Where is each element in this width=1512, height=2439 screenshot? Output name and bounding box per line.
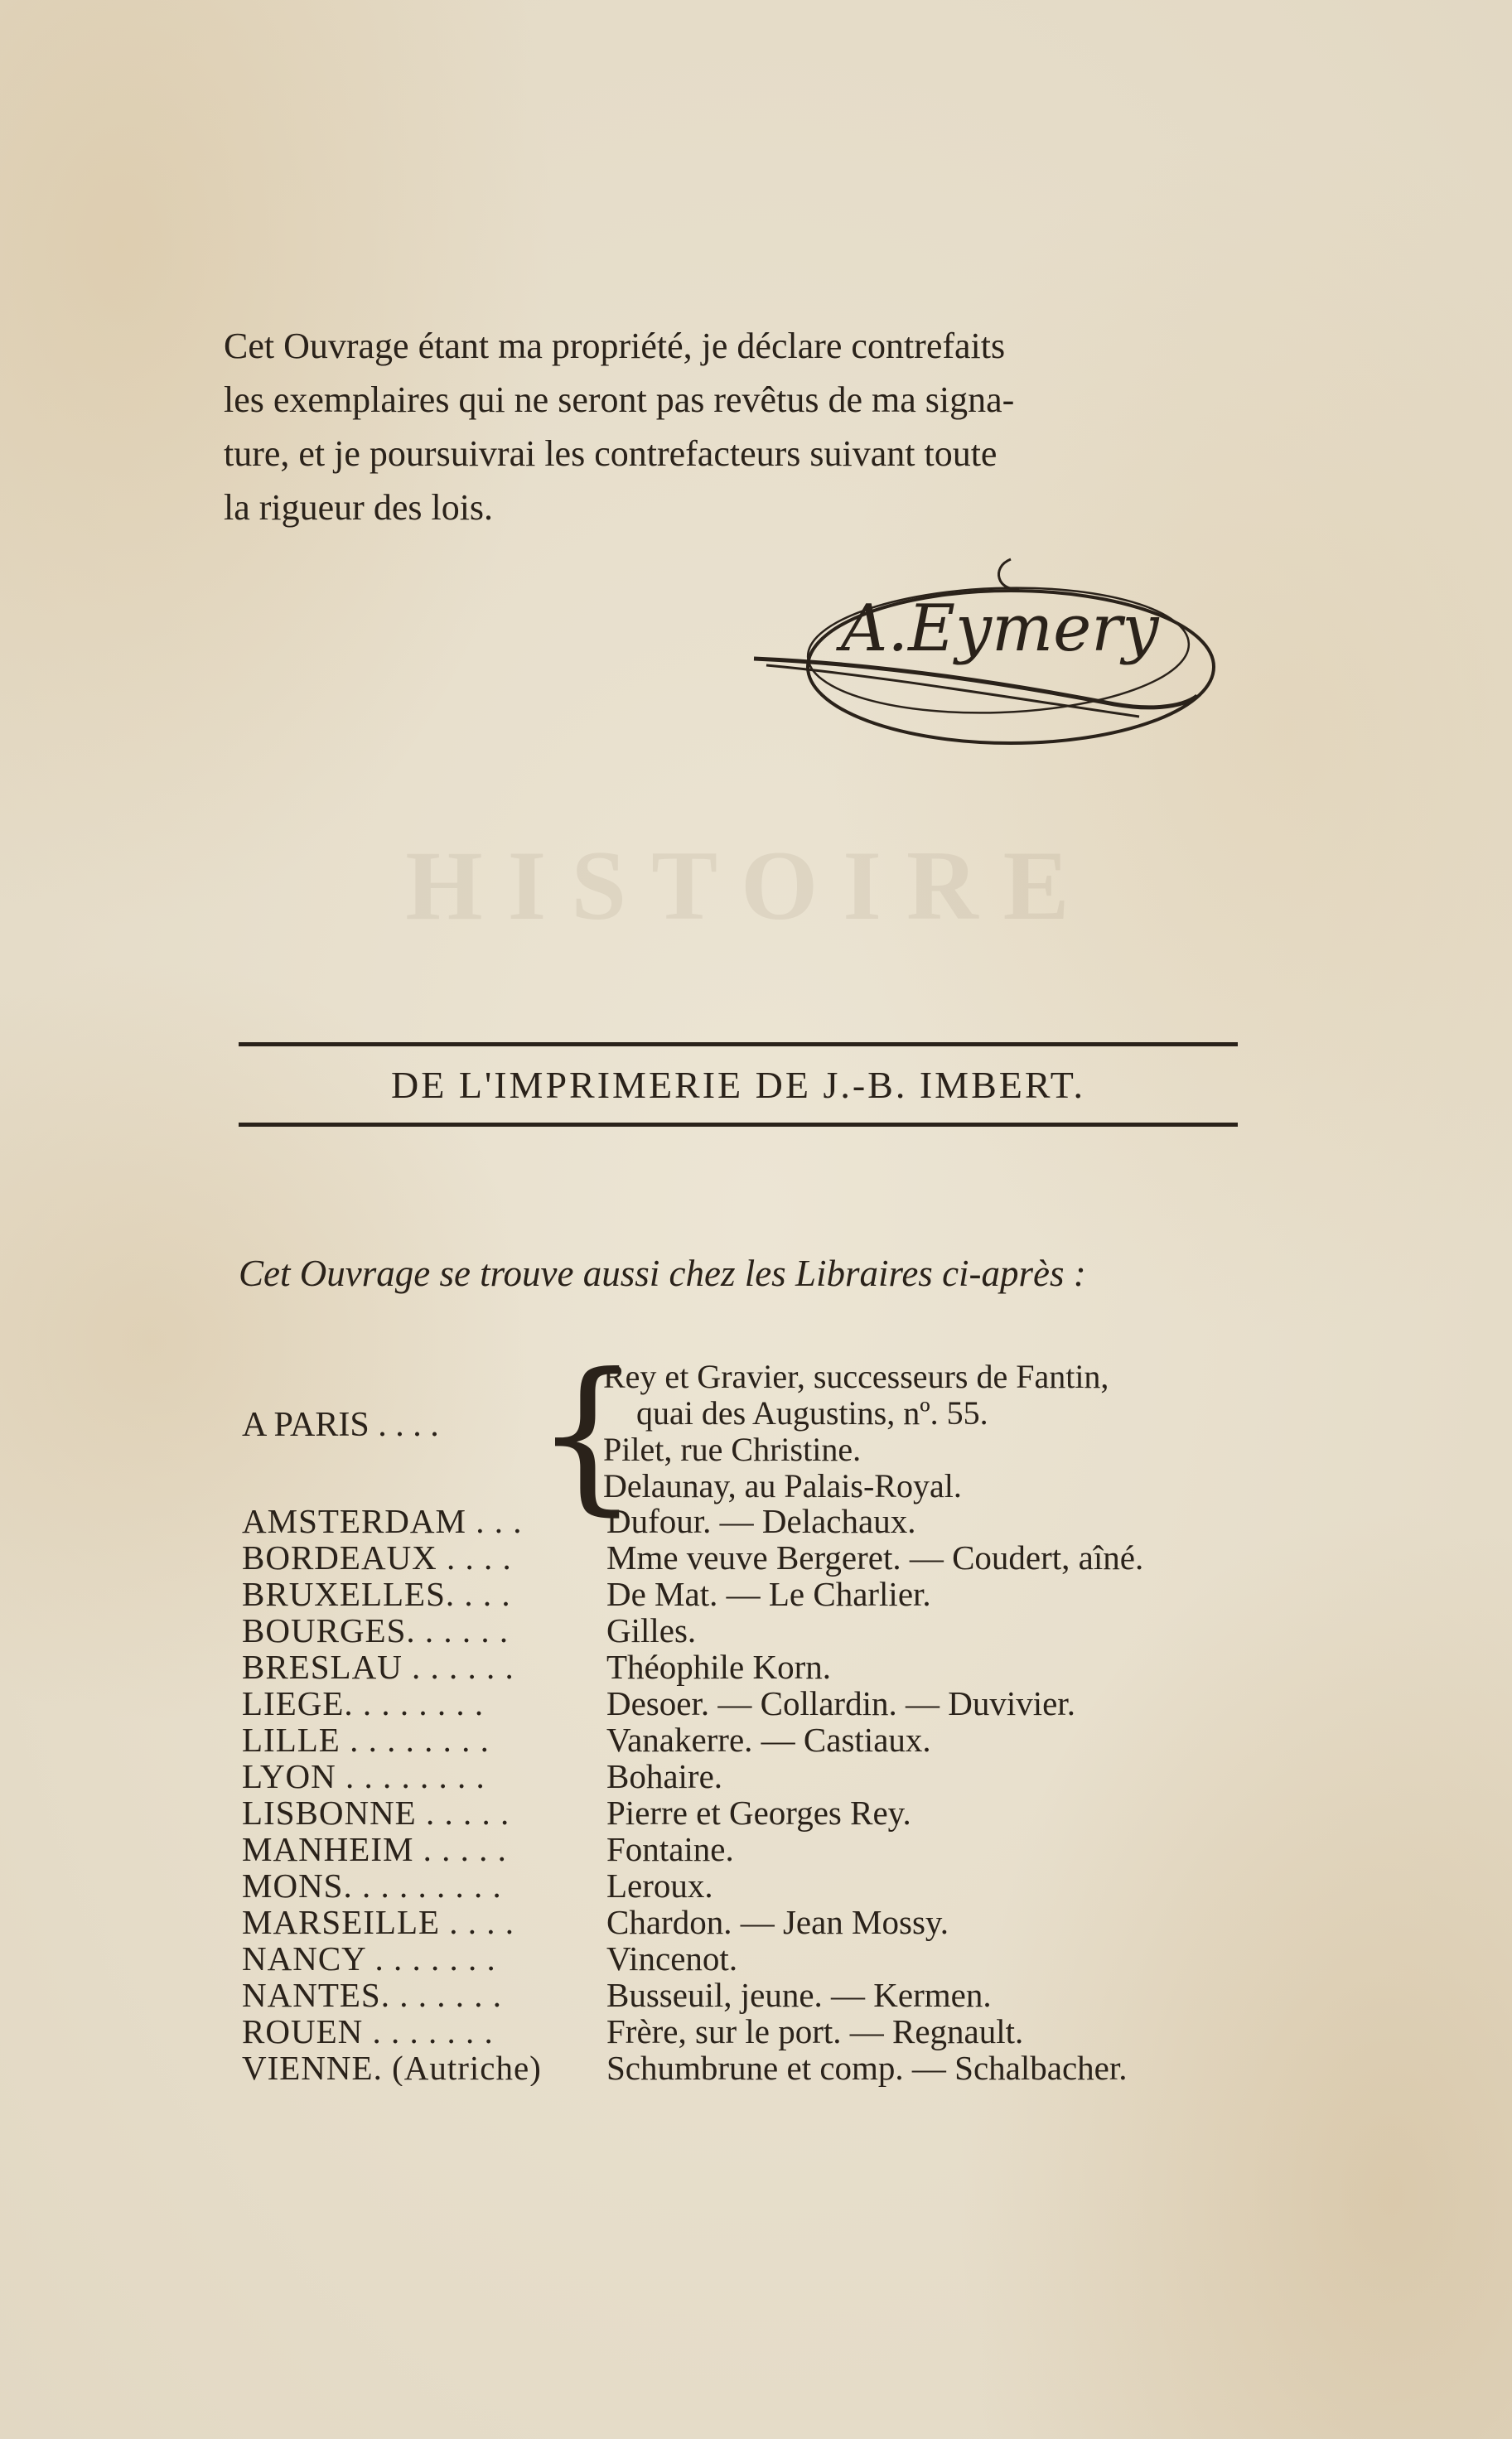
dealer-names: Busseuil, jeune. — Kermen. — [606, 1976, 992, 2014]
dealer-names: De Mat. — Le Charlier. — [606, 1575, 931, 1613]
dealer-names: Vanakerre. — Castiaux. — [606, 1721, 931, 1759]
city-name: BRESLAU . . . . . . — [242, 1649, 514, 1685]
list-item — [242, 1758, 1269, 1794]
list-item — [242, 1685, 1269, 1722]
dealer-names: Frère, sur le port. — Regnault. — [606, 2012, 1024, 2050]
city-name: VIENNE. (Autriche) — [242, 2050, 542, 2086]
list-item — [242, 1867, 1269, 1904]
list-item — [242, 1539, 1269, 1576]
show-through-text: HISTOIRE — [405, 830, 1094, 940]
copyright-notice — [224, 319, 1230, 534]
list-item — [242, 1649, 1269, 1685]
dealer-names: Gilles. — [606, 1611, 697, 1649]
list-item — [242, 1722, 1269, 1758]
dealer-names: Théophile Korn. — [606, 1648, 831, 1686]
city-name: NANTES. . . . . . . — [242, 1977, 502, 2013]
city-name: MANHEIM . . . . . — [242, 1831, 507, 1867]
city-paris: A PARIS . . . . — [242, 1406, 439, 1444]
bookseller-line: Pilet, rue Christine. — [603, 1431, 862, 1468]
list-item — [242, 1612, 1269, 1649]
list-item — [242, 1794, 1269, 1831]
list-item — [242, 1977, 1269, 2013]
dealer-names: Desoer. — Collardin. — Duvivier. — [606, 1684, 1075, 1722]
dealer-names: Chardon. — Jean Mossy. — [606, 1903, 949, 1941]
bookseller-line: quai des Augustins, nº. 55. — [603, 1394, 988, 1432]
dealer-names: Mme veuve Bergeret. — Coudert, aîné. — [606, 1538, 1144, 1577]
dealer-names: Pierre et Georges Rey. — [606, 1794, 911, 1832]
list-item — [242, 1940, 1269, 1977]
printer-imprint: DE L'IMPRIMERIE DE J.-B. IMBERT. — [391, 1064, 1085, 1106]
city-name: BRUXELLES. . . . — [242, 1576, 511, 1612]
city-name: ROUEN . . . . . . . — [242, 2013, 494, 2050]
paris-booksellers — [603, 1359, 1266, 1504]
dealer-names: Dufour. — Delachaux. — [606, 1502, 916, 1540]
notice-line: Cet Ouvrage étant ma propriété, je déclare contrefaits — [224, 326, 1006, 366]
notice-line: les exemplaires qui ne seront pas revêtus de ma signa- — [224, 379, 1015, 420]
top-double-rule — [239, 1042, 1238, 1046]
notice-line: la rigueur des lois. — [224, 487, 494, 528]
city-name: LISBONNE . . . . . — [242, 1794, 510, 1831]
city-name: MONS. . . . . . . . . — [242, 1867, 502, 1904]
dealer-names: Schumbrune et comp. — Schalbacher. — [606, 2049, 1128, 2087]
notice-line: ture, et je poursuivrai les contrefacteurs suivant toute — [224, 433, 998, 474]
list-item — [242, 2050, 1269, 2086]
city-name: LILLE . . . . . . . . — [242, 1722, 490, 1758]
dealer-names: Leroux. — [606, 1867, 713, 1905]
brace-glyph: { — [534, 1338, 640, 1531]
city-name: NANCY . . . . . . . — [242, 1940, 496, 1977]
city-name: AMSTERDAM . . . — [242, 1503, 523, 1539]
list-item — [242, 2013, 1269, 2050]
bookseller-line: Rey et Gravier, successeurs de Fantin, — [603, 1358, 1109, 1395]
city-name: BOURGES. . . . . . — [242, 1612, 510, 1649]
list-item — [242, 1503, 1269, 1539]
city-name: MARSEILLE . . . . — [242, 1904, 515, 1940]
list-item — [242, 1831, 1269, 1867]
city-name: LYON . . . . . . . . — [242, 1758, 485, 1794]
list-item — [242, 1576, 1269, 1612]
availability-heading: Cet Ouvrage se trouve aussi chez les Libraires ci-après : — [239, 1253, 1086, 1294]
publisher-signature — [750, 551, 1222, 766]
bottom-double-rule — [239, 1123, 1238, 1127]
bookseller-line: Delaunay, au Palais-Royal. — [603, 1467, 962, 1504]
dealer-names: Bohaire. — [606, 1757, 723, 1795]
city-name: LIEGE. . . . . . . . — [242, 1685, 485, 1722]
dealer-names: Fontaine. — [606, 1830, 734, 1868]
svg-text:A.Eymery: A.Eymery — [841, 592, 1159, 666]
bookseller-list — [242, 1503, 1269, 2086]
list-item — [242, 1904, 1269, 1940]
city-name: BORDEAUX . . . . — [242, 1539, 512, 1576]
dealer-names: Vincenot. — [606, 1939, 738, 1978]
